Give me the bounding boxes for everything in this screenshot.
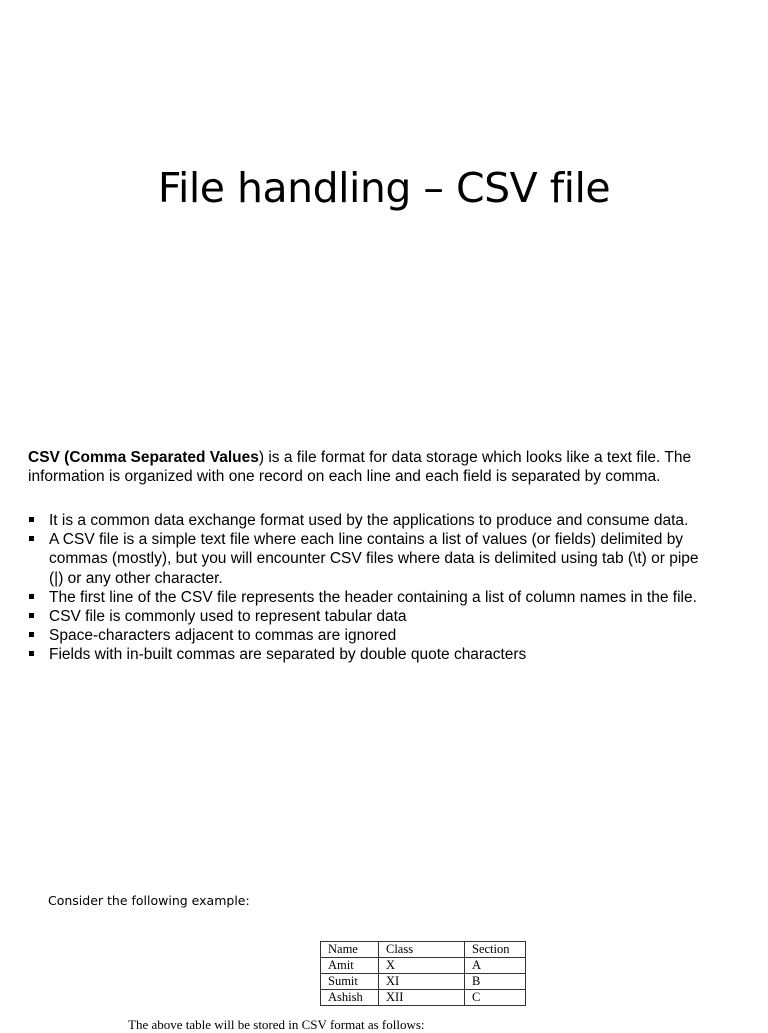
square-bullet-icon — [29, 536, 34, 541]
table-row — [321, 974, 526, 990]
square-bullet-icon — [29, 613, 34, 618]
square-bullet-icon — [29, 594, 34, 599]
list-item-text: CSV file is commonly used to represent tabular data — [49, 608, 407, 626]
table-cell: X — [379, 958, 465, 974]
table-cell: XI — [379, 974, 465, 990]
square-bullet-icon — [29, 517, 34, 522]
list-item-text: Space-characters adjacent to commas are ignored — [49, 627, 397, 645]
bullet-list — [28, 511, 700, 665]
table-cell: Sumit — [321, 974, 379, 990]
table-cell: XII — [379, 990, 465, 1006]
list-item — [28, 645, 700, 664]
list-item — [28, 511, 700, 530]
list-item-text: It is a common data exchange format used by the applications to produce and consume data. — [49, 512, 689, 529]
list-item — [28, 530, 700, 588]
table-header-row — [321, 942, 526, 958]
square-bullet-icon — [29, 632, 34, 637]
square-bullet-icon — [29, 651, 34, 656]
list-item — [28, 626, 700, 645]
intro-text: ) is a file format for data storage which looks like a text file. The information is organized with one record on each line and each field is separated by comma. — [28, 449, 692, 486]
table-cell: A — [465, 958, 526, 974]
list-item-text: A CSV file is a simple text file where each line contains a list of values (or fields) delimited by commas (mostly), but you will encounter CSV files where data is delimited using tab (\t) or pipe (|) or any other character. — [49, 531, 699, 587]
example-label: Consider the following example: — [48, 893, 250, 908]
table-cell: Amit — [321, 958, 379, 974]
table-cell: B — [465, 974, 526, 990]
intro-paragraph — [28, 448, 708, 487]
list-item — [28, 607, 700, 626]
page-title: File handling – CSV file — [157, 164, 611, 212]
table-cell: Ashish — [321, 990, 379, 1006]
table-row — [321, 990, 526, 1006]
footer-text: The above table will be stored in CSV format as follows: — [128, 1017, 425, 1032]
table-row — [321, 958, 526, 974]
table-header-cell: Name — [321, 942, 379, 958]
list-item-text: Fields with in-built commas are separated by double quote characters — [49, 646, 527, 664]
intro-bold-term: CSV (Comma Separated Values — [28, 449, 259, 466]
example-table — [320, 941, 526, 1006]
table-header-cell: Section — [465, 942, 526, 958]
table-header-cell: Class — [379, 942, 465, 958]
list-item-text: The first line of the CSV file represents the header containing a list of column names in the file. — [49, 588, 697, 606]
table-cell: C — [465, 990, 526, 1006]
list-item — [28, 588, 700, 607]
